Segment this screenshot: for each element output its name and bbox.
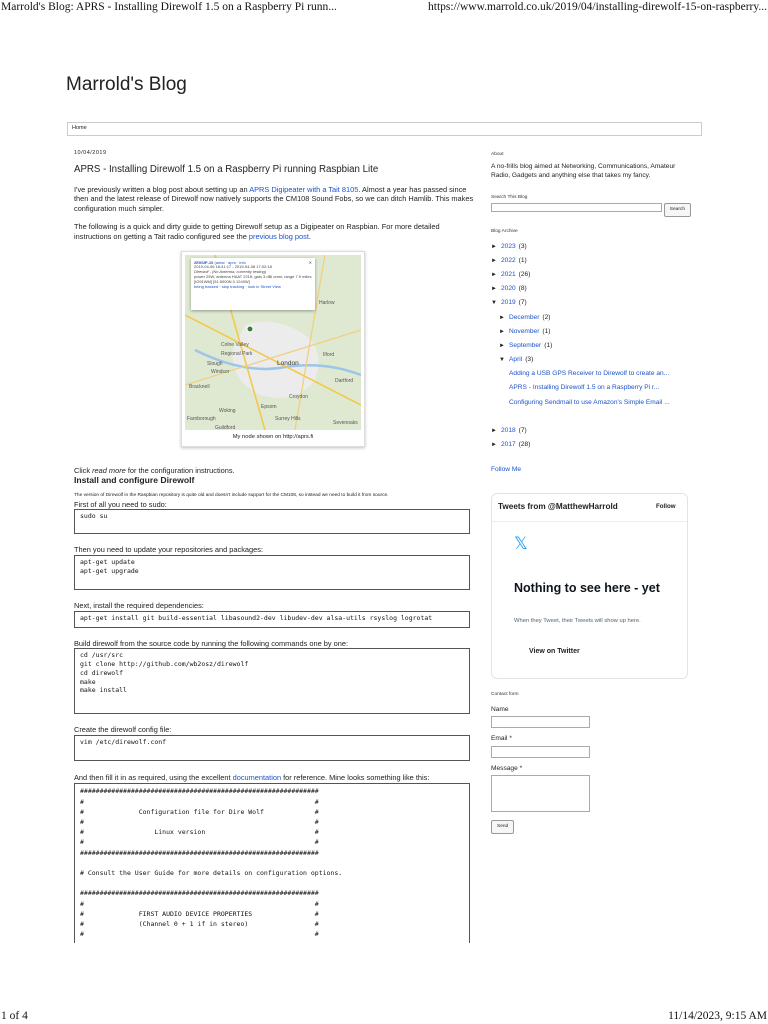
previous-post-link[interactable]: previous blog post	[248, 231, 309, 241]
about-text: A no-frills blog aimed at Networking, Communications, Amateur Radio, Gadgets and anything else that takes my fancy.	[491, 162, 676, 180]
archive-count: (1)	[544, 341, 553, 349]
map-label: Croydon	[289, 393, 308, 400]
station-popup: 2E0SIP-10 (antai · aprs · info ✕ 2019-04-06 16:41:17 - 2019-04-08 17:02:18 Direwolf - (No Antenna, currently testing) power 25W, antenna HAAT 221ft, gain 3 dBi omni, range 7.9 miles [IO91WM] [51.5000N 0.1240W] being tracked · stop tracking · look in Street View	[191, 258, 315, 310]
sudo-code[interactable]: sudo su	[74, 509, 470, 534]
archive-count: (3)	[518, 242, 527, 250]
twitter-empty-sub: When they Tweet, their Tweets will show up here.	[514, 618, 641, 624]
expanded-arrow-icon[interactable]: ▼	[491, 300, 497, 307]
map-label: Sevenoaks	[333, 419, 358, 426]
archive-link[interactable]: 2018	[501, 427, 516, 434]
map-label: Windsor	[211, 368, 230, 375]
post-date: 10/04/2019	[74, 150, 107, 156]
twitter-widget	[491, 493, 688, 679]
map-label: Woking	[219, 407, 236, 414]
twitter-header: Tweets from @MatthewHarrold	[498, 502, 618, 511]
view-on-twitter-button[interactable]: View on Twitter	[529, 648, 580, 655]
collapsed-arrow-icon[interactable]: ►	[499, 328, 505, 335]
repo-note: The version of Direwolf in the Raspbian repository is quite old and doesn't include support for the CM108, so instead we need to build it from source.	[74, 492, 389, 498]
conf-code[interactable]: vim /etc/direwolf.conf	[74, 735, 470, 761]
nav-home-link[interactable]: Home	[72, 125, 87, 131]
config-code[interactable]: ############################################################# # # # Configuration file for Dire Wolf # # # # Linux version # # # ############################################################# # Consult the User Guide for more details on configuration options. ############################################################# # # # FIRST AUDIO DEVICE PROPERTIES # # (Channel 0 + 1 if in stereo) # # #	[74, 783, 470, 943]
print-footer-datetime: 11/14/2023, 9:15 AM	[668, 1010, 767, 1022]
collapsed-arrow-icon[interactable]: ►	[491, 286, 497, 293]
archive-link[interactable]: Adding a USB GPS Receiver to Direwolf to create an...	[509, 370, 670, 378]
archive-count: (7)	[518, 427, 527, 434]
name-input[interactable]	[491, 716, 590, 728]
print-header-title: Marrold's Blog: APRS - Installing Direwolf 1.5 on a Raspberry Pi runn...	[1, 1, 337, 13]
archive-link[interactable]: 2017	[501, 441, 516, 449]
map-label: Dartford	[335, 377, 354, 384]
map-label: Slough	[207, 360, 223, 367]
update-lead: Then you need to update your repositories and packages:	[74, 545, 263, 555]
archive-link[interactable]: December	[509, 313, 540, 321]
archive-heading: Blog Archive	[491, 228, 518, 234]
fill-lead: And then fill it in as required, using the excellent documentation for reference. Mine looks something like this:	[74, 772, 430, 782]
archive-item	[491, 410, 691, 424]
deps-lead: Next, install the required dependencies:	[74, 600, 204, 610]
contact-heading: Contact form	[491, 692, 519, 697]
sudo-lead: First of all you need to sudo:	[74, 499, 167, 509]
collapsed-arrow-icon[interactable]: ►	[499, 342, 505, 349]
map-label: London	[277, 359, 299, 367]
archive-count: (7)	[518, 299, 527, 307]
archive-link[interactable]: 2019	[501, 299, 516, 307]
follow-me-heading[interactable]: Follow Me	[491, 466, 522, 474]
archive-item[interactable]	[491, 254, 691, 268]
archive-item[interactable]	[491, 438, 691, 452]
email-label: Email *	[491, 735, 512, 743]
archive-item[interactable]	[491, 282, 691, 296]
map-label: Bracknell	[189, 383, 210, 390]
collapsed-arrow-icon[interactable]: ►	[499, 314, 505, 321]
archive-link[interactable]: 2020	[501, 285, 516, 293]
twitter-empty-title: Nothing to see here - yet	[514, 581, 660, 595]
callsign-link[interactable]: 2E0SIP-10	[194, 259, 214, 265]
conf-lead: Create the direwolf config file:	[74, 725, 172, 735]
map-label: Colne Valley Regional Park	[221, 341, 253, 358]
search-heading: Search This Blog	[491, 194, 528, 200]
print-header-url: https://www.marrold.co.uk/2019/04/installing-direwolf-15-on-raspberry...	[428, 1, 767, 13]
archive-item[interactable]	[491, 325, 691, 339]
twitter-follow-button[interactable]: Follow	[656, 503, 676, 510]
blog-title[interactable]: Marrold's Blog	[66, 74, 187, 95]
read-more-note: Click read more for the configuration instructions.	[74, 465, 235, 475]
map-label: Surrey Hills	[275, 415, 301, 422]
archive-count: (26)	[518, 270, 531, 278]
x-logo-icon: 𝕏	[514, 534, 528, 554]
collapsed-arrow-icon[interactable]: ►	[491, 442, 497, 449]
collapsed-arrow-icon[interactable]: ►	[491, 243, 497, 250]
build-lead: Build direwolf from the source code by running the following commands one by one:	[74, 638, 349, 648]
archive-item[interactable]	[491, 381, 691, 395]
blog-archive	[491, 240, 691, 453]
sidebar	[491, 150, 691, 475]
search-button[interactable]: Search	[664, 203, 691, 217]
archive-link[interactable]: 2021	[501, 270, 516, 278]
collapsed-arrow-icon[interactable]: ►	[491, 428, 497, 434]
print-footer-page: 1 of 4	[1, 1010, 28, 1022]
intro-paragraph: I've previously written a blog post about setting up an APRS Digipeater with a Tait 8105. Almost a year has passed since then and the latest release of Direwolf now natively supports the CM108 Sound Fobs, so we can ditch Hamlib. This makes configuration much simpler.	[74, 184, 474, 213]
name-label: Name	[491, 705, 509, 713]
archive-item[interactable]	[491, 296, 691, 310]
archive-link[interactable]: 2022	[501, 256, 516, 264]
digipeater-link[interactable]: APRS Digipeater with a Tait 8105	[249, 184, 359, 194]
deps-code[interactable]: apt-get install git build-essential libasound2-dev libudev-dev alsa-utils rsyslog logrotat	[74, 611, 470, 628]
nav-bar	[67, 122, 702, 136]
search-input[interactable]	[491, 203, 662, 212]
search-form	[491, 203, 691, 217]
archive-item[interactable]	[491, 353, 691, 367]
map-caption: My node shown on http://aprs.fi	[232, 433, 314, 440]
message-input[interactable]	[491, 775, 590, 812]
quick-paragraph: The following is a quick and dirty guide to getting Direwolf setup as a Digipeater on Raspbian. For more detailed instructions on getting a Tait radio configured see the previous blog post.	[74, 222, 440, 241]
archive-count: (2)	[542, 313, 551, 321]
archive-count: (28)	[518, 441, 531, 449]
archive-link[interactable]: April	[509, 356, 523, 364]
send-button[interactable]: Send	[491, 820, 514, 834]
archive-item[interactable]	[491, 339, 691, 353]
archive-link[interactable]: Configuring Sendmail to use Amazon's Simple Email ...	[509, 398, 670, 406]
archive-item[interactable]	[491, 268, 691, 282]
archive-item[interactable]	[491, 240, 691, 254]
archive-count: (1)	[542, 327, 551, 335]
archive-count: (8)	[518, 285, 527, 293]
archive-item[interactable]	[491, 311, 691, 325]
update-code[interactable]: apt-get update apt-get upgrade	[74, 555, 470, 590]
about-heading: About	[491, 152, 504, 157]
install-heading: Install and configure Direwolf	[74, 475, 195, 486]
archive-count: (3)	[525, 356, 534, 364]
archive-item[interactable]	[491, 424, 691, 438]
archive-link[interactable]: November	[509, 327, 540, 335]
archive-item[interactable]	[491, 396, 691, 410]
map-label: Harlow	[319, 299, 335, 306]
collapsed-arrow-icon[interactable]: ►	[491, 257, 497, 264]
expanded-arrow-icon[interactable]: ▼	[499, 357, 505, 364]
map-label: Epsom	[261, 403, 277, 410]
archive-count: (1)	[518, 256, 527, 264]
archive-link[interactable]: September	[509, 341, 542, 349]
message-label: Message *	[491, 764, 523, 772]
email-input[interactable]	[491, 746, 590, 758]
map-figure	[181, 251, 365, 447]
contact-form	[491, 690, 590, 834]
archive-item[interactable]	[491, 367, 691, 381]
map-label: Guildford	[215, 424, 236, 430]
collapsed-arrow-icon[interactable]: ►	[491, 271, 497, 278]
map-label: Farnborough	[187, 415, 216, 422]
map-label: Ilford	[323, 351, 335, 358]
archive-link[interactable]: APRS - Installing Direwolf 1.5 on a Raspberry Pi r...	[509, 384, 660, 392]
archive-link[interactable]: 2023	[501, 242, 516, 250]
documentation-link[interactable]: documentation	[232, 772, 282, 782]
build-code[interactable]: cd /usr/src git clone http://github.com/wb2osz/direwolf cd direwolf make make install	[74, 648, 470, 714]
post	[74, 140, 474, 943]
close-icon[interactable]: ✕	[308, 259, 312, 265]
aprs-map[interactable]	[185, 255, 361, 430]
post-title[interactable]: APRS - Installing Direwolf 1.5 on a Raspberry Pi running Raspbian Lite	[74, 163, 379, 175]
